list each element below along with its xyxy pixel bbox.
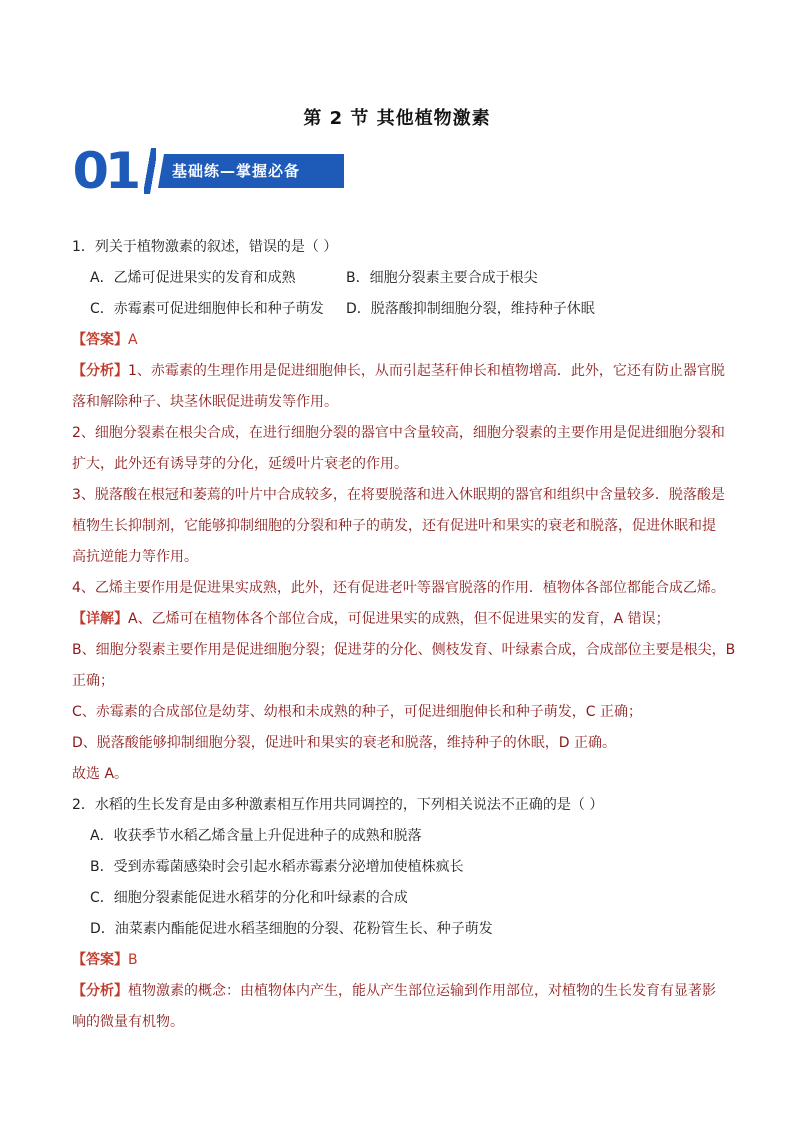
q1-analysis-line: 2、细胞分裂素在根尖合成，在进行细胞分裂的器官中含量较高，细胞分裂素的主要作用是促进细胞分裂和: [72, 425, 725, 441]
q1-analysis-line: 3、脱落酸在根冠和萎蔫的叶片中合成较多，在将要脱落和进入休眠期的器官和组织中含量较多．脱落酸是: [72, 487, 725, 503]
q2-analysis-line: 响的微量有机物。: [72, 1014, 184, 1030]
q1-detail-line: C、赤霉素的合成部位是幼芽、幼根和未成熟的种子，可促进细胞伸长和种子萌发，C 正确；: [72, 704, 642, 720]
q1-option-c: C．赤霉素可促进细胞伸长和种子萌发: [90, 301, 324, 317]
q1-detail-text: A、乙烯可在植物体各个部位合成，可促进果实的成熟，但不促进果实的发育，A 错误；: [128, 611, 670, 627]
q2-analysis-tag: 【分析】: [72, 983, 128, 999]
q1-answer-value: A: [128, 332, 138, 348]
q1-analysis-line: 落和解除种子、块茎休眠促进萌发等作用。: [72, 394, 338, 410]
q1-analysis-line: 高抗逆能力等作用。: [72, 549, 198, 565]
q1-analysis-line: 扩大，此外还有诱导芽的分化，延缓叶片衰老的作用。: [72, 456, 408, 472]
q1-analysis-line: 植物生长抑制剂，它能够抑制细胞的分裂和种子的萌发，还有促进叶和果实的衰老和脱落，促进休眠和提: [72, 518, 716, 534]
q1-detail-line: B、细胞分裂素主要作用是促进细胞分裂；促进芽的分化、侧枝发育、叶绿素合成，合成部位主要是根尖，B: [72, 642, 736, 658]
section-banner: [72, 142, 344, 200]
q1-analysis-tag: 【分析】: [72, 363, 128, 379]
q1-answer: [72, 325, 742, 356]
q2-answer: [72, 945, 742, 976]
question-content: [72, 232, 742, 1038]
q1-analysis-text: 1、赤霉素的生理作用是促进细胞伸长，从而引起茎秆伸长和植物增高．此外，它还有防止器官脱: [128, 363, 725, 379]
q2-analysis-text: 植物激素的概念：由植物体内产生，能从产生部位运输到作用部位，对植物的生长发育有显著影: [128, 983, 716, 999]
banner-text: 基础练—掌握必备: [172, 162, 301, 180]
q2-option-c: C．细胞分裂素能促进水稻芽的分化和叶绿素的合成: [90, 890, 408, 906]
q1-detail-line: D、脱落酸能够抑制细胞分裂，促进叶和果实的衰老和脱落，维持种子的休眠，D 正确。: [72, 735, 617, 751]
q2-option-a: A．收获季节水稻乙烯含量上升促进种子的成熟和脱落: [90, 828, 422, 844]
q1-analysis-line: [72, 356, 742, 387]
q2-option-b: B．受到赤霉菌感染时会引起水稻赤霉素分泌增加使植株疯长: [90, 859, 464, 875]
q2-answer-tag: 【答案】: [72, 952, 128, 968]
q1-detail-tag: 【详解】: [72, 611, 128, 627]
q1-detail-line: 正确；: [72, 673, 114, 689]
q1-options-row-2: [72, 294, 742, 325]
q2-option-d: D．油菜素内酯能促进水稻茎细胞的分裂、花粉管生长、种子萌发: [90, 921, 493, 937]
q1-conclusion: 故选 A。: [72, 766, 129, 782]
page-title: 第 2 节 其他植物激素: [303, 108, 491, 129]
q1-answer-tag: 【答案】: [72, 332, 128, 348]
q1-option-b: B．细胞分裂素主要合成于根尖: [346, 270, 538, 286]
q1-option-a: A．乙烯可促进果实的发育和成熟: [90, 270, 296, 286]
q1-options-row-1: [72, 263, 742, 294]
q2-answer-value: B: [128, 952, 138, 968]
q2-analysis-line: [72, 976, 742, 1007]
q1-detail-line: [72, 604, 742, 635]
banner-slash-decoration: [144, 148, 156, 194]
q1-analysis-line: 4、乙烯主要作用是促进果实成熟，此外，还有促进老叶等器官脱落的作用．植物体各部位都能合成乙烯。: [72, 580, 725, 596]
banner-number: 01: [74, 148, 146, 194]
q1-stem: 1．列关于植物激素的叙述，错误的是（ ）: [72, 239, 338, 255]
q2-stem: 2．水稻的生长发育是由多种激素相互作用共同调控的，下列相关说法不正确的是（ ）: [72, 797, 604, 813]
q1-option-d: D．脱落酸抑制细胞分裂，维持种子休眠: [346, 301, 595, 317]
